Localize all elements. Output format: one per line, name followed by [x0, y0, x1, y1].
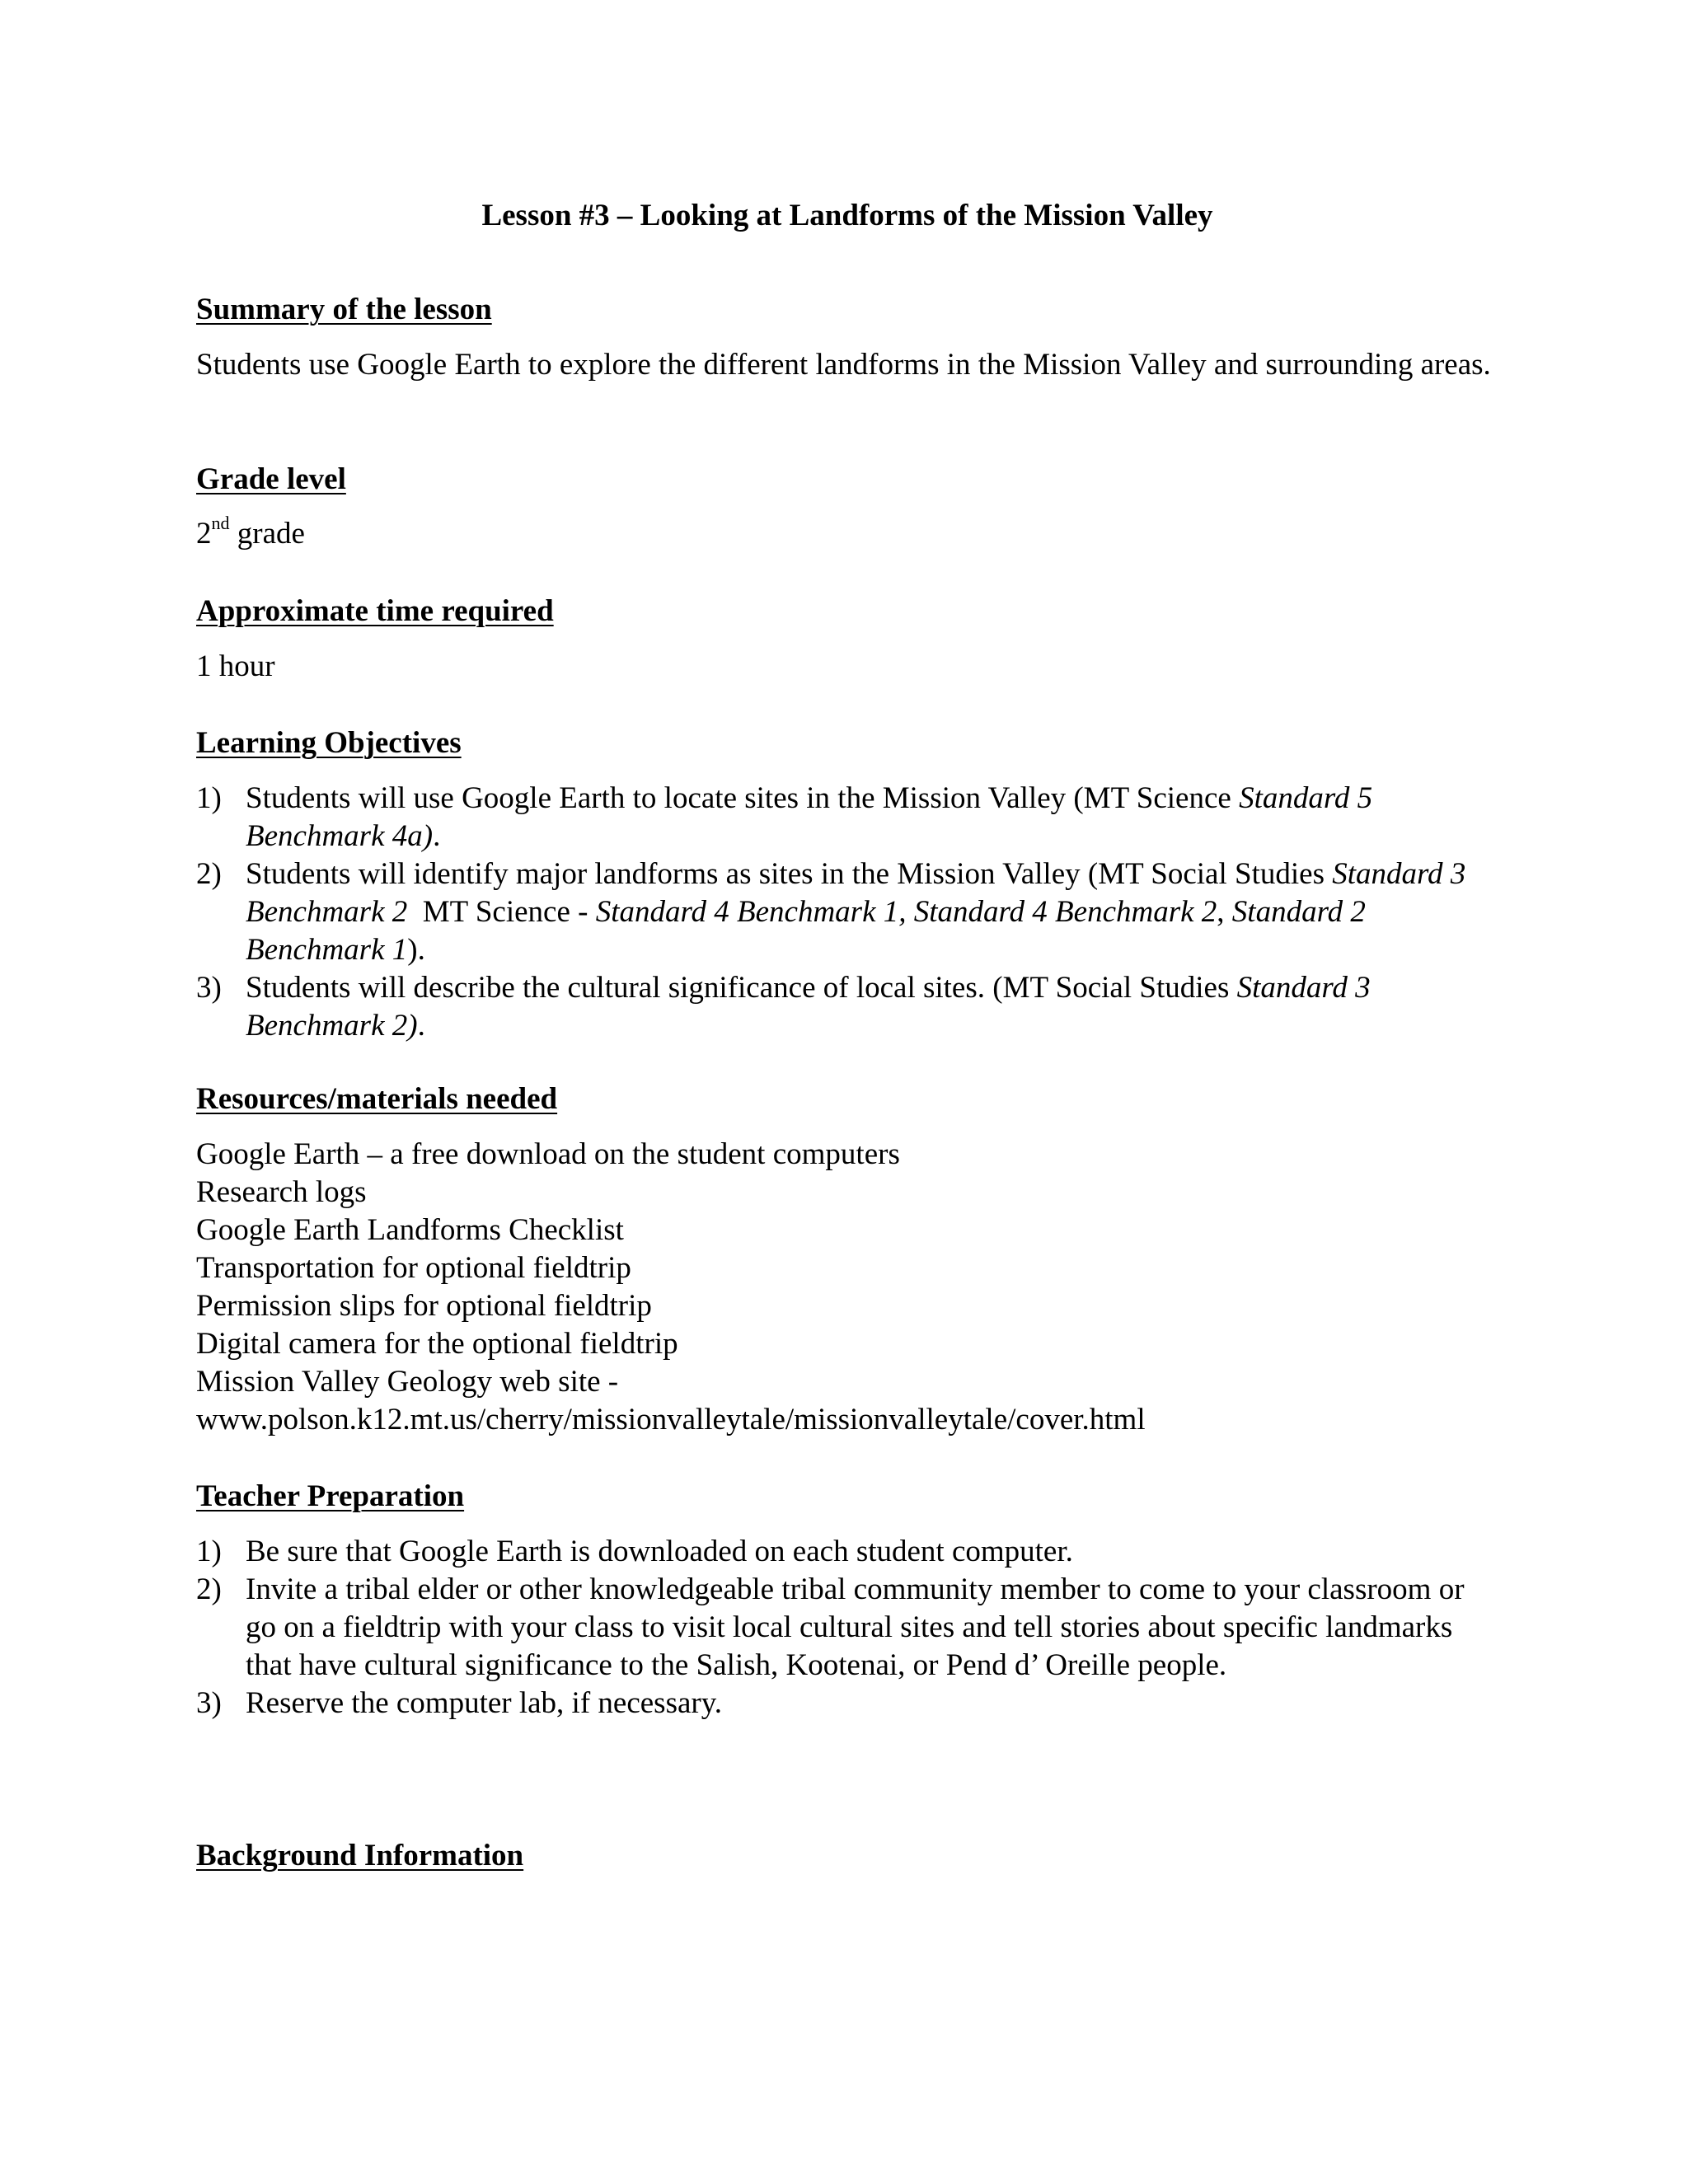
preparation-item: [196, 1533, 1498, 1571]
summary-text: Students use Google Earth to explore the different landforms in the Mission Valley and surrounding areas.: [196, 348, 1491, 382]
time-text: 1 hour: [196, 649, 275, 683]
resource-url: www.polson.k12.mt.us/cherry/missionvalleytale/missionvalleytale/cover.html: [196, 1403, 1146, 1436]
objectives-heading: Learning Objectives: [196, 726, 462, 760]
preparation-list: [196, 1533, 1498, 1722]
time-heading: Approximate time required: [196, 594, 554, 628]
objective-text: Students will describe the cultural significance of local sites. (MT Social Studies: [246, 971, 1237, 1005]
grade-word: grade: [229, 517, 305, 551]
preparation-number: 2): [196, 1572, 222, 1606]
preparation-text: Reserve the computer lab, if necessary.: [246, 1686, 723, 1720]
resource-item: Digital camera for the optional fieldtrip: [196, 1327, 678, 1361]
objective-end: .: [433, 819, 441, 853]
preparation-text: Be sure that Google Earth is downloaded on each student computer.: [246, 1535, 1073, 1568]
objective-standard: Standard 4 Benchmark 1, Standard 4 Benchmark 2: [595, 895, 1217, 929]
objective-standard: Standard 5 Benchmark 4a): [246, 781, 1373, 853]
lesson-title: Lesson #3 – Looking at Landforms of the Mission Valley: [481, 199, 1213, 232]
grade-number: 2: [196, 517, 212, 551]
objective-item: [196, 855, 1498, 969]
resource-item: Mission Valley Geology web site -: [196, 1365, 619, 1399]
objectives-list: [196, 780, 1498, 1045]
objective-number: 1): [196, 781, 222, 815]
grade-heading: Grade level: [196, 462, 346, 496]
resource-item: Transportation for optional fieldtrip: [196, 1251, 631, 1285]
objective-text: Students will identify major landforms as sites in the Mission Valley (MT Social Studies: [246, 857, 1333, 891]
objective-comma: ,: [1217, 895, 1232, 929]
objective-standard: Standard 3 Benchmark 2): [246, 971, 1371, 1043]
preparation-heading: Teacher Preparation: [196, 1479, 465, 1513]
resource-item: Google Earth – a free download on the student computers: [196, 1137, 900, 1171]
objective-standard: Standard 3 Benchmark 2: [246, 857, 1466, 929]
objective-number: 3): [196, 971, 222, 1005]
objective-end: ).: [407, 933, 425, 967]
background-heading: Background Information: [196, 1839, 524, 1872]
resource-item: Research logs: [196, 1175, 367, 1209]
objective-text: Students will use Google Earth to locate sites in the Mission Valley (MT Science: [246, 781, 1240, 815]
objective-number: 2): [196, 857, 222, 891]
preparation-text: Invite a tribal elder or other knowledgeable tribal community member to come to your classroom or go on a fieldtrip with your class to visit local cultural sites and tell stories about specific landmarks that have cultural significance to the Salish, Kootenai, or Pend d’ Oreille people.: [246, 1572, 1465, 1682]
objective-end: .: [417, 1009, 425, 1043]
resources-list: [196, 1136, 1498, 1439]
objective-mid: MT Science -: [407, 895, 596, 929]
resources-heading: Resources/materials needed: [196, 1082, 558, 1116]
summary-heading: Summary of the lesson: [196, 293, 492, 326]
preparation-number: 1): [196, 1535, 222, 1568]
grade-suffix: nd: [211, 512, 230, 533]
preparation-number: 3): [196, 1686, 222, 1720]
objective-standard: Standard 2 Benchmark 1: [246, 895, 1366, 967]
grade-text: [196, 512, 1498, 553]
objective-item: [196, 780, 1498, 855]
objective-item: [196, 969, 1498, 1045]
resource-item: Permission slips for optional fieldtrip: [196, 1289, 652, 1323]
preparation-item: [196, 1685, 1498, 1722]
resource-item: Google Earth Landforms Checklist: [196, 1213, 624, 1247]
preparation-item: [196, 1571, 1498, 1685]
